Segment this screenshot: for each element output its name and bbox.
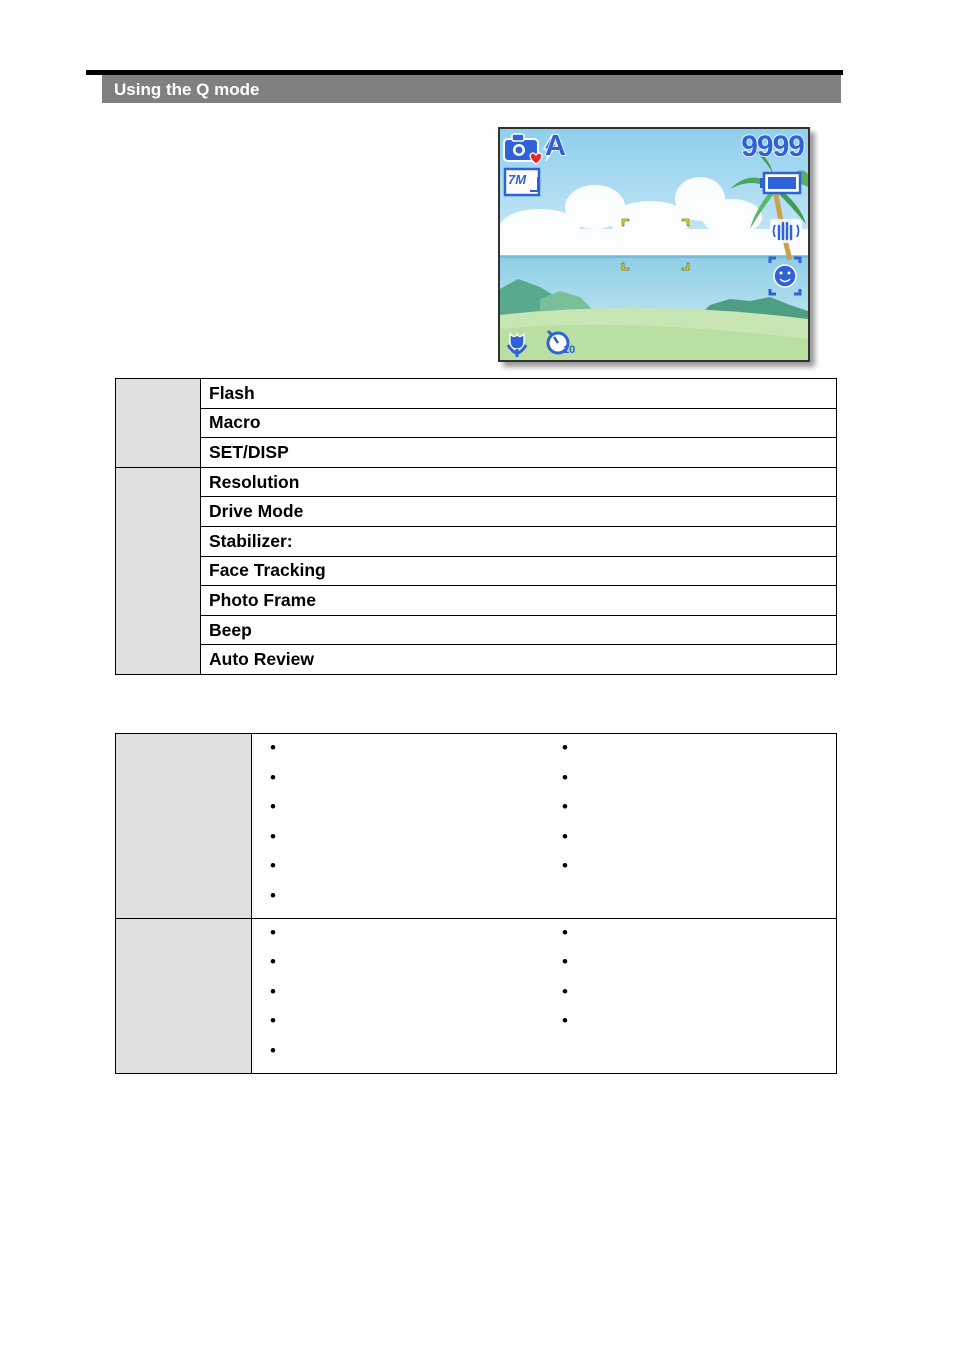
scene-col-1: [252, 918, 545, 1073]
resolution-badge: 7M: [508, 172, 527, 187]
list-item: [270, 954, 544, 984]
scene-group-1: [116, 734, 252, 919]
settings-group-1: [116, 379, 201, 468]
scene-col-2: [544, 734, 837, 919]
list-item: [562, 829, 836, 859]
list-item: [270, 888, 544, 918]
settings-item-flash: Flash: [201, 379, 837, 409]
list-item: [270, 799, 544, 829]
settings-item-stabilizer: Stabilizer:: [201, 526, 837, 556]
list-item: [270, 1013, 544, 1043]
scene-col-2: [544, 918, 837, 1073]
list-item: [270, 984, 544, 1014]
list-item: [562, 1013, 836, 1043]
settings-item-face-tracking: Face Tracking: [201, 556, 837, 586]
stabilizer-icon: [770, 219, 802, 243]
bullet-list: [252, 734, 544, 918]
settings-table: [115, 378, 837, 675]
list-item: [270, 1043, 544, 1073]
list-item: [270, 925, 544, 955]
settings-item-beep: Beep: [201, 615, 837, 645]
settings-item-set-disp: SET/DISP: [201, 438, 837, 468]
list-item: [562, 954, 836, 984]
settings-item-macro: Macro: [201, 408, 837, 438]
scene-table: [115, 733, 837, 1074]
list-item: [270, 740, 544, 770]
list-item: [562, 770, 836, 800]
list-item: [270, 829, 544, 859]
section-header: [102, 75, 841, 103]
shots-remaining: 9999: [741, 130, 804, 163]
settings-item-auto-review: Auto Review: [201, 645, 837, 675]
list-item: [562, 858, 836, 888]
list-item: [562, 984, 836, 1014]
settings-item-drive-mode: Drive Mode: [201, 497, 837, 527]
scene-group-2: [116, 918, 252, 1073]
bullet-list: [544, 734, 836, 888]
self-timer-digit: 10: [563, 344, 576, 356]
bullet-list: [252, 919, 544, 1073]
settings-item-photo-frame: Photo Frame: [201, 586, 837, 616]
flash-mode-label: A: [545, 130, 566, 162]
settings-group-2: [116, 467, 201, 674]
list-item: [562, 799, 836, 829]
lcd-screen-preview: [498, 127, 810, 362]
list-item: [270, 770, 544, 800]
list-item: [562, 740, 836, 770]
list-item: [270, 858, 544, 888]
section-title: Using the Q mode: [114, 80, 260, 99]
battery-icon: [760, 173, 800, 193]
settings-item-resolution: Resolution: [201, 467, 837, 497]
list-item: [562, 925, 836, 955]
scene-col-1: [252, 734, 545, 919]
bullet-list: [544, 919, 836, 1043]
